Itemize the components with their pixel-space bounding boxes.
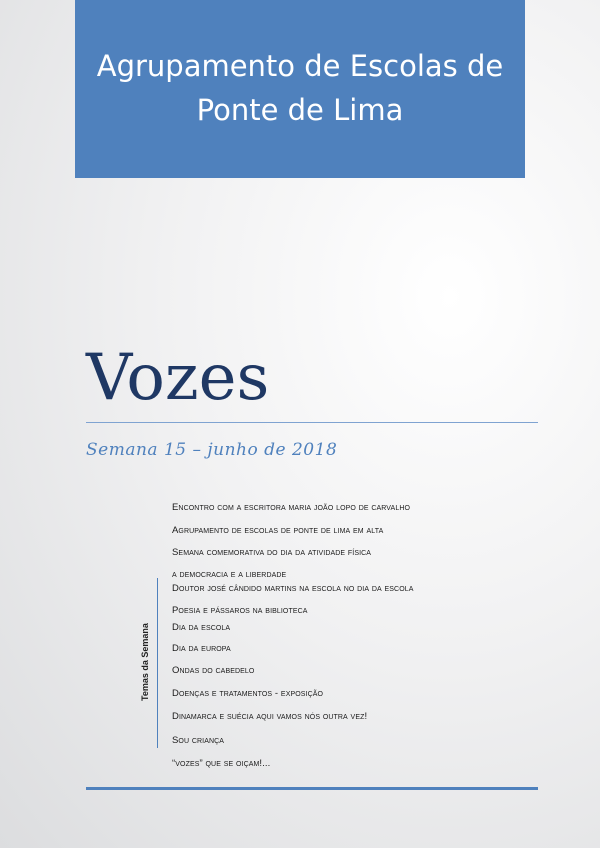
topic-item[interactable]: Doutor josé cândido martins na escola no dia da escola: [172, 583, 414, 594]
topic-item[interactable]: “vozes” que se oiçam!...: [172, 758, 271, 769]
topic-item[interactable]: Ondas do cabedelo: [172, 665, 255, 676]
title-divider: [86, 422, 538, 423]
school-name: [75, 44, 525, 132]
topics-sidebar-label: Temas da Semana: [140, 623, 150, 701]
school-name-line-1: Agrupamento de Escolas de: [96, 49, 504, 83]
topic-item[interactable]: Dinamarca e suécia aqui vamos nós outra vez!: [172, 711, 368, 722]
topic-item[interactable]: Poesia e pássaros na biblioteca: [172, 605, 308, 616]
topic-item[interactable]: Doenças e tratamentos - exposição: [172, 688, 324, 699]
topic-item[interactable]: Dia da escola: [172, 622, 231, 633]
topic-item[interactable]: Semana comemorativa do dia da atividade física: [172, 547, 372, 558]
bottom-divider: [86, 787, 538, 790]
topic-item[interactable]: a democracia e a liberdade: [172, 569, 287, 580]
topics-vertical-rule: [157, 578, 158, 748]
topic-item[interactable]: Sou criança: [172, 735, 225, 746]
header-banner: [75, 0, 525, 178]
topic-item[interactable]: Agrupamento de escolas de ponte de lima em alta: [172, 525, 384, 536]
topic-item[interactable]: Dia da europa: [172, 643, 231, 654]
school-name-line-2: Ponte de Lima: [196, 93, 404, 127]
issue-subtitle: Semana 15 – junho de 2018: [86, 440, 338, 460]
topic-item[interactable]: Encontro com a escritora maria joão lopo de carvalho: [172, 502, 411, 513]
publication-title: Vozes: [86, 341, 270, 415]
